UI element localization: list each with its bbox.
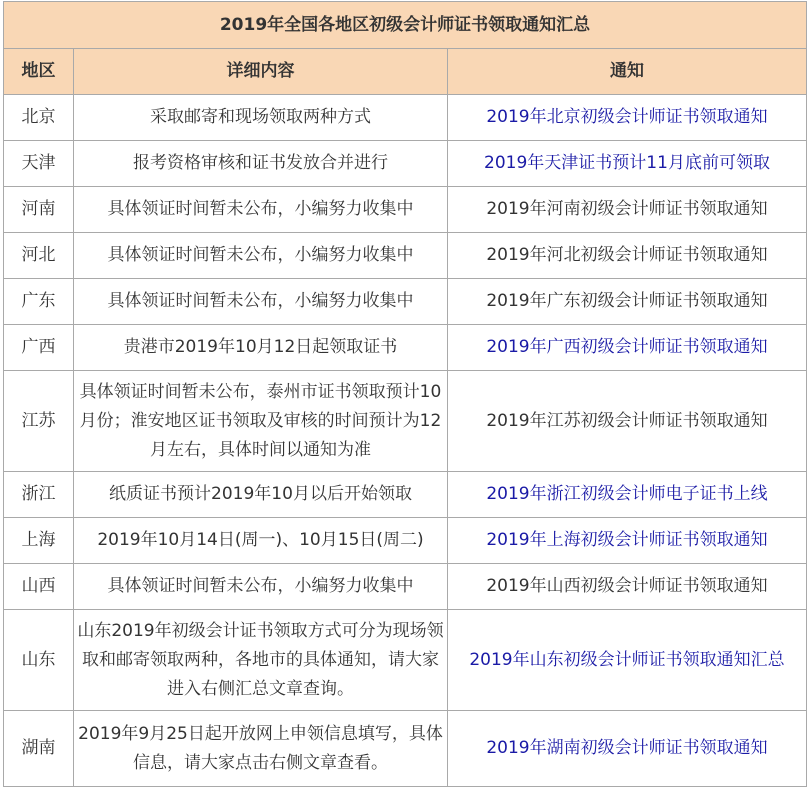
table-row [4,564,807,610]
notice-link[interactable]: 2019年湖南初级会计师证书领取通知 [448,711,807,787]
notice-text: 2019年广东初级会计师证书领取通知 [448,279,807,325]
table-row [4,279,807,325]
detail-cell: 2019年10月14日(周一)、10月15日(周二) [74,518,448,564]
detail-cell: 具体领证时间暂未公布，小编努力收集中 [74,187,448,233]
header-notice: 通知 [448,49,807,95]
notice-link[interactable]: 2019年浙江初级会计师电子证书上线 [448,472,807,518]
table-title: 2019年全国各地区初级会计师证书领取通知汇总 [4,2,807,49]
table-row [4,610,807,711]
notice-link[interactable]: 2019年天津证书预计11月底前可领取 [448,141,807,187]
detail-cell: 报考资格审核和证书发放合并进行 [74,141,448,187]
detail-cell: 具体领证时间暂未公布，泰州市证书领取预计10月份；淮安地区证书领取及审核的时间预计为12月左右，具体时间以通知为准 [74,371,448,472]
notice-link[interactable]: 2019年上海初级会计师证书领取通知 [448,518,807,564]
certificate-notice-table [3,1,807,787]
table-row [4,518,807,564]
notice-link[interactable]: 2019年北京初级会计师证书领取通知 [448,95,807,141]
notice-text: 2019年江苏初级会计师证书领取通知 [448,371,807,472]
region-cell: 湖南 [4,711,74,787]
notice-text: 2019年河南初级会计师证书领取通知 [448,187,807,233]
table-row [4,371,807,472]
table-row [4,187,807,233]
detail-cell: 采取邮寄和现场领取两种方式 [74,95,448,141]
detail-cell: 山东2019年初级会计证书领取方式可分为现场领取和邮寄领取两种，各地市的具体通知，请大家进入右侧汇总文章查询。 [74,610,448,711]
region-cell: 天津 [4,141,74,187]
notice-link[interactable]: 2019年山东初级会计师证书领取通知汇总 [448,610,807,711]
region-cell: 江苏 [4,371,74,472]
table-row [4,95,807,141]
table-row [4,141,807,187]
region-cell: 北京 [4,95,74,141]
region-cell: 山东 [4,610,74,711]
detail-cell: 具体领证时间暂未公布，小编努力收集中 [74,279,448,325]
table-row [4,325,807,371]
region-cell: 河北 [4,233,74,279]
detail-cell: 具体领证时间暂未公布，小编努力收集中 [74,233,448,279]
notice-text: 2019年山西初级会计师证书领取通知 [448,564,807,610]
region-cell: 广东 [4,279,74,325]
region-cell: 广西 [4,325,74,371]
table-row [4,233,807,279]
notice-text: 2019年河北初级会计师证书领取通知 [448,233,807,279]
region-cell: 河南 [4,187,74,233]
detail-cell: 贵港市2019年10月12日起领取证书 [74,325,448,371]
header-region: 地区 [4,49,74,95]
detail-cell: 2019年9月25日起开放网上申领信息填写，具体信息，请大家点击右侧文章查看。 [74,711,448,787]
region-cell: 山西 [4,564,74,610]
notice-link[interactable]: 2019年广西初级会计师证书领取通知 [448,325,807,371]
header-detail: 详细内容 [74,49,448,95]
table-row [4,711,807,787]
region-cell: 浙江 [4,472,74,518]
detail-cell: 纸质证书预计2019年10月以后开始领取 [74,472,448,518]
detail-cell: 具体领证时间暂未公布，小编努力收集中 [74,564,448,610]
table-row [4,472,807,518]
region-cell: 上海 [4,518,74,564]
